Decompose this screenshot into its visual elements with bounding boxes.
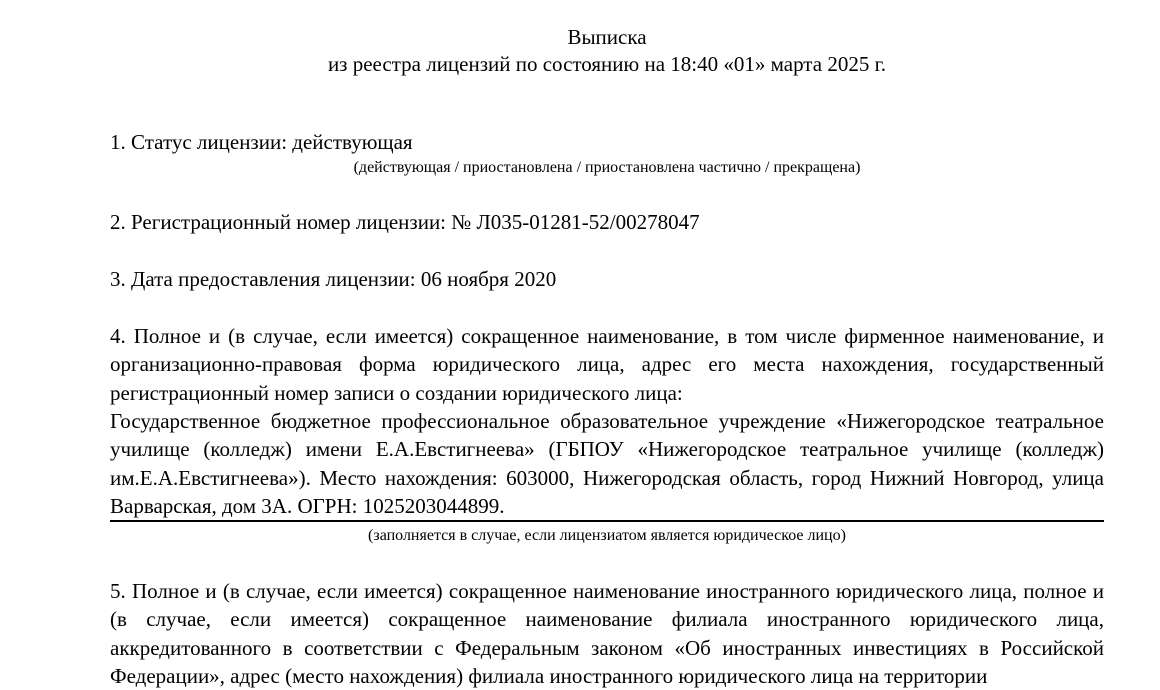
- item-3-issue-date: 3. Дата предоставления лицензии: 06 ноября 2020: [110, 267, 557, 291]
- document-subtitle: из реестра лицензий по состоянию на 18:40 «01» марта 2025 г.: [327, 52, 887, 76]
- item-1-license-status: 1. Статус лицензии: действующая: [110, 130, 413, 154]
- item-4-underline: [110, 520, 1104, 522]
- item-2-registration-number: 2. Регистрационный номер лицензии: № Л035-01281-52/00278047: [110, 210, 700, 234]
- item-4-hint: (заполняется в случае, если лицензиатом является юридическое лицо): [368, 527, 846, 544]
- item-5-label: 5. Полное и (в случае, если имеется) сокращенное наименование иностранного юридического лица, полное и (в случае, если имеется) сокращенное наименование филиала иностранного юридического лица, аккредитованного в соответствии с Федеральным законом «Об иностранных инвестициях в Российской Федерации», адрес (место нахождения) филиала иностранного юридического лица на территории: [110, 579, 1104, 688]
- item-4-label: 4. Полное и (в случае, если имеется) сокращенное наименование, в том числе фирменное наименование, и организационно-правовая форма юридического лица, адрес его места нахождения, государственный регистрационный номер записи о создании юридического лица:: [110, 324, 1104, 405]
- item-4-value: Государственное бюджетное профессиональное образовательное учреждение «Нижегородское театральное училище (колледж) имени Е.А.Евстигнеева» (ГБПОУ «Нижегородское театральное училище (колледж) им.Е.А.Евстигнеева»). Место нахождения: 603000, Нижегородская область, город Нижний Новгород, улица Варварская, дом 3А. ОГРН: 1025203044899.: [110, 409, 1104, 518]
- document-title: Выписка: [567, 25, 647, 49]
- item-1-hint: (действующая / приостановлена / приостановлена частично / прекращена): [353, 159, 861, 176]
